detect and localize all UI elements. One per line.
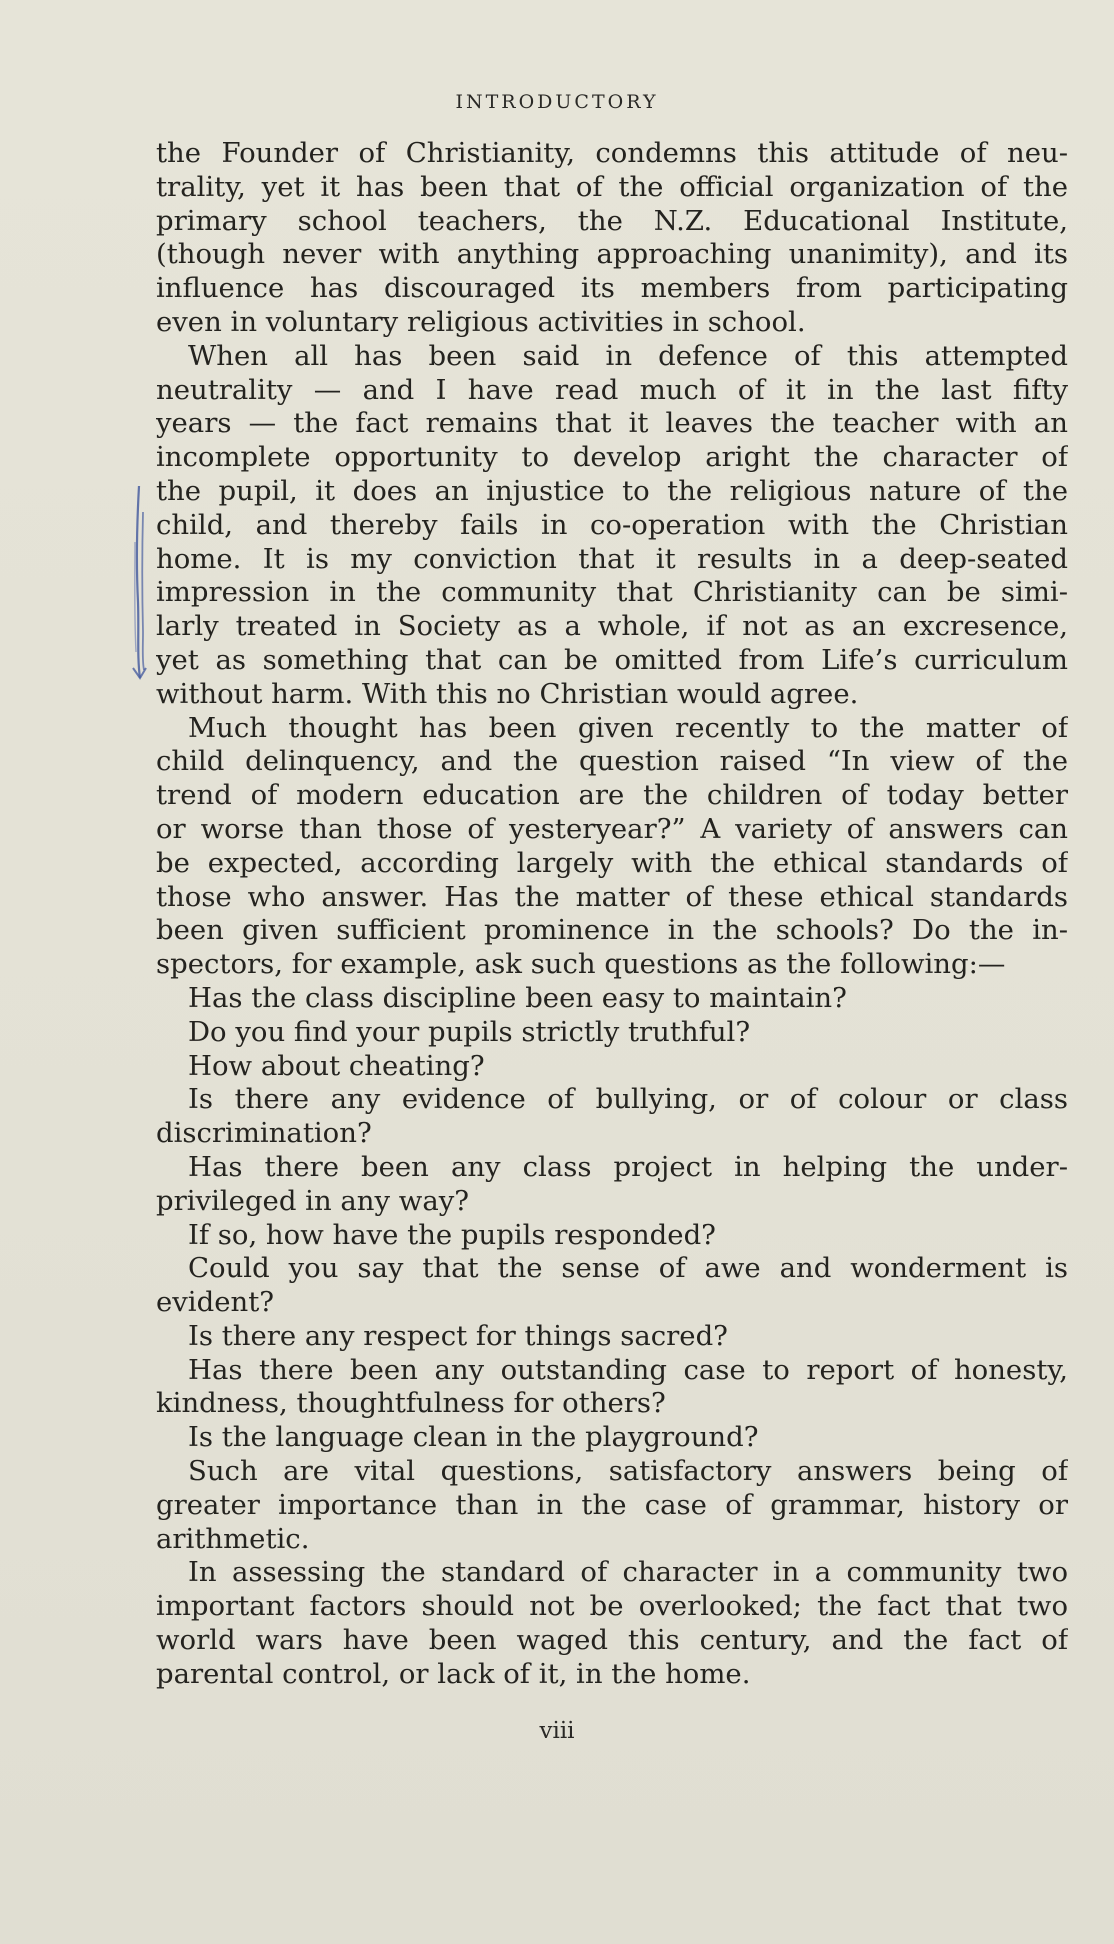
text-line: arithmetic. bbox=[156, 1522, 310, 1555]
text-line: trality, yet it has been that of the official organization of the bbox=[156, 170, 1068, 203]
margin-annotation-mark bbox=[130, 482, 156, 682]
text-line: important factors should not be overlooked; the fact that two bbox=[156, 1590, 1068, 1623]
text-line: the pupil, it does an injustice to the religious nature of the bbox=[156, 474, 1068, 507]
text-line: neutrality — and I have read much of it in the last fifty bbox=[156, 373, 1068, 406]
text-line: How about cheating? bbox=[188, 1049, 485, 1082]
text-line: home. It is my conviction that it results in a deep-seated bbox=[156, 542, 1068, 575]
body-text bbox=[156, 137, 1068, 1692]
text-line: trend of modern education are the children of today better bbox=[156, 779, 1068, 812]
text-line: Is there any evidence of bullying, or of colour or class bbox=[188, 1083, 1068, 1116]
text-line: those who answer. Has the matter of these ethical standards bbox=[156, 880, 1068, 913]
text-line: yet as something that can be omitted from Life’s curriculum bbox=[156, 643, 1068, 676]
text-line: Do you find your pupils strictly truthful? bbox=[188, 1015, 751, 1048]
text-line: the Founder of Christianity, condemns this attitude of neu- bbox=[156, 137, 1068, 169]
text-line: Has there been any class project in helping the under- bbox=[188, 1150, 1068, 1183]
page-number: viii bbox=[539, 1718, 575, 1744]
text-line: child, and thereby fails in co-operation with the Christian bbox=[156, 508, 1068, 541]
text-line: (though never with anything approaching unanimity), and its bbox=[156, 238, 1068, 271]
text-line: even in voluntary religious activities in school. bbox=[156, 305, 806, 338]
text-line: Could you say that the sense of awe and wonderment is bbox=[188, 1252, 1068, 1285]
text-line: incomplete opportunity to develop aright the character of bbox=[156, 441, 1068, 474]
text-line: evident? bbox=[156, 1286, 274, 1319]
text-line: privileged in any way? bbox=[156, 1184, 470, 1217]
text-line: influence has discouraged its members from participating bbox=[156, 272, 1068, 305]
text-line: Has there been any outstanding case to report of honesty, bbox=[188, 1353, 1068, 1386]
text-line: without harm. With this no Christian would agree. bbox=[156, 677, 859, 710]
text-line: been given sufficient prominence in the schools? Do the in- bbox=[156, 914, 1068, 947]
text-line: spectors, for example, ask such questions as the following:— bbox=[156, 948, 1006, 981]
text-line: primary school teachers, the N.Z. Educational Institute, bbox=[156, 204, 1068, 237]
text-line: kindness, thoughtfulness for others? bbox=[156, 1387, 666, 1420]
text-line: Such are vital questions, satisfactory answers being of bbox=[188, 1455, 1068, 1488]
text-line: Is there any respect for things sacred? bbox=[188, 1319, 728, 1352]
text-line: discrimination? bbox=[156, 1117, 372, 1150]
text-line: larly treated in Society as a whole, if not as an excresence, bbox=[156, 610, 1068, 643]
text-line: child delinquency, and the question raised “In view of the bbox=[156, 745, 1068, 778]
text-line: Much thought has been given recently to the matter of bbox=[188, 711, 1068, 744]
text-line: Is the language clean in the playground? bbox=[188, 1421, 759, 1454]
text-line: parental control, or lack of it, in the home. bbox=[156, 1657, 751, 1690]
text-line: impression in the community that Christianity can be simi- bbox=[156, 576, 1068, 609]
running-head: INTRODUCTORY bbox=[455, 91, 659, 113]
text-line: Has the class discipline been easy to maintain? bbox=[188, 981, 847, 1014]
text-line: When all has been said in defence of this attempted bbox=[188, 339, 1068, 372]
text-line: greater importance than in the case of grammar, history or bbox=[156, 1488, 1068, 1521]
text-line: be expected, according largely with the ethical standards of bbox=[156, 846, 1068, 879]
text-line: In assessing the standard of character in a community two bbox=[188, 1556, 1068, 1589]
text-line: years — the fact remains that it leaves the teacher with an bbox=[156, 407, 1068, 440]
text-line: world wars have been waged this century, and the fact of bbox=[156, 1624, 1068, 1657]
text-line: or worse than those of yesteryear?” A variety of answers can bbox=[156, 812, 1068, 845]
text-line: If so, how have the pupils responded? bbox=[188, 1218, 716, 1251]
